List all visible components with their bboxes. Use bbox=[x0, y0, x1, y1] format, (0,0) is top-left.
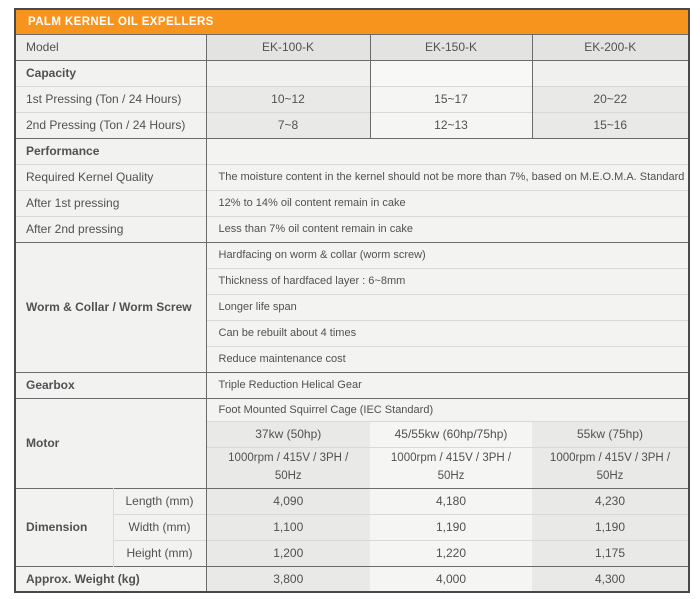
section-label-motor: Motor bbox=[15, 398, 206, 488]
value-cell: 4,090 bbox=[206, 488, 370, 514]
value-cell: 15~17 bbox=[370, 86, 532, 112]
text-cell: 12% to 14% oil content remain in cake bbox=[206, 190, 689, 216]
row-label-height: Height (mm) bbox=[113, 540, 206, 566]
row-label-width: Width (mm) bbox=[113, 514, 206, 540]
motor-power-cell: 55kw (75hp) bbox=[532, 421, 689, 447]
text-cell: Thickness of hardfaced layer : 6~8mm bbox=[206, 268, 689, 294]
spec-table bbox=[14, 8, 690, 593]
value-cell: 12~13 bbox=[370, 112, 532, 138]
empty-cell bbox=[532, 60, 689, 86]
table-title: PALM KERNEL OIL EXPELLERS bbox=[15, 9, 689, 34]
empty-cell bbox=[370, 60, 532, 86]
value-cell: 4,180 bbox=[370, 488, 532, 514]
text-cell: The moisture content in the kernel should not be more than 7%, based on M.E.O.M.A. Standard bbox=[206, 164, 689, 190]
text-cell: Foot Mounted Squirrel Cage (IEC Standard) bbox=[206, 398, 689, 421]
text-cell: Reduce maintenance cost bbox=[206, 346, 689, 372]
motor-spec-cell: 1000rpm / 415V / 3PH / 50Hz bbox=[206, 447, 370, 488]
value-cell: 1,100 bbox=[206, 514, 370, 540]
value-cell: 4,300 bbox=[532, 566, 689, 592]
row-label-length: Length (mm) bbox=[113, 488, 206, 514]
section-label-performance: Performance bbox=[15, 138, 206, 164]
motor-power-cell: 45/55kw (60hp/75hp) bbox=[370, 421, 532, 447]
row-label-2nd-pressing: 2nd Pressing (Ton / 24 Hours) bbox=[15, 112, 206, 138]
row-label-model: Model bbox=[15, 34, 206, 60]
model-name-ek-100-k: EK-100-K bbox=[206, 34, 370, 60]
text-cell: Triple Reduction Helical Gear bbox=[206, 372, 689, 398]
value-cell: 1,190 bbox=[532, 514, 689, 540]
motor-spec-cell: 1000rpm / 415V / 3PH / 50Hz bbox=[370, 447, 532, 488]
text-cell: Hardfacing on worm & collar (worm screw) bbox=[206, 242, 689, 268]
motor-power-cell: 37kw (50hp) bbox=[206, 421, 370, 447]
row-label-after-2nd-pressing: After 2nd pressing bbox=[15, 216, 206, 242]
section-label-worm-collar: Worm & Collar / Worm Screw bbox=[15, 242, 206, 372]
value-cell: 4,000 bbox=[370, 566, 532, 592]
text-cell: Longer life span bbox=[206, 294, 689, 320]
value-cell: 20~22 bbox=[532, 86, 689, 112]
value-cell: 15~16 bbox=[532, 112, 689, 138]
text-cell: Less than 7% oil content remain in cake bbox=[206, 216, 689, 242]
row-label-required-kernel-quality: Required Kernel Quality bbox=[15, 164, 206, 190]
value-cell: 7~8 bbox=[206, 112, 370, 138]
value-cell: 3,800 bbox=[206, 566, 370, 592]
model-name-ek-150-k: EK-150-K bbox=[370, 34, 532, 60]
value-cell: 10~12 bbox=[206, 86, 370, 112]
section-label-dimension: Dimension bbox=[15, 488, 113, 566]
row-label-1st-pressing: 1st Pressing (Ton / 24 Hours) bbox=[15, 86, 206, 112]
value-cell: 1,200 bbox=[206, 540, 370, 566]
row-label-approx-weight: Approx. Weight (kg) bbox=[15, 566, 206, 592]
row-label-after-1st-pressing: After 1st pressing bbox=[15, 190, 206, 216]
empty-cell bbox=[206, 138, 689, 164]
value-cell: 4,230 bbox=[532, 488, 689, 514]
text-cell: Can be rebuilt about 4 times bbox=[206, 320, 689, 346]
model-name-ek-200-k: EK-200-K bbox=[532, 34, 689, 60]
motor-spec-cell: 1000rpm / 415V / 3PH / 50Hz bbox=[532, 447, 689, 488]
value-cell: 1,175 bbox=[532, 540, 689, 566]
section-label-gearbox: Gearbox bbox=[15, 372, 206, 398]
empty-cell bbox=[206, 60, 370, 86]
value-cell: 1,190 bbox=[370, 514, 532, 540]
section-label-capacity: Capacity bbox=[15, 60, 206, 86]
value-cell: 1,220 bbox=[370, 540, 532, 566]
